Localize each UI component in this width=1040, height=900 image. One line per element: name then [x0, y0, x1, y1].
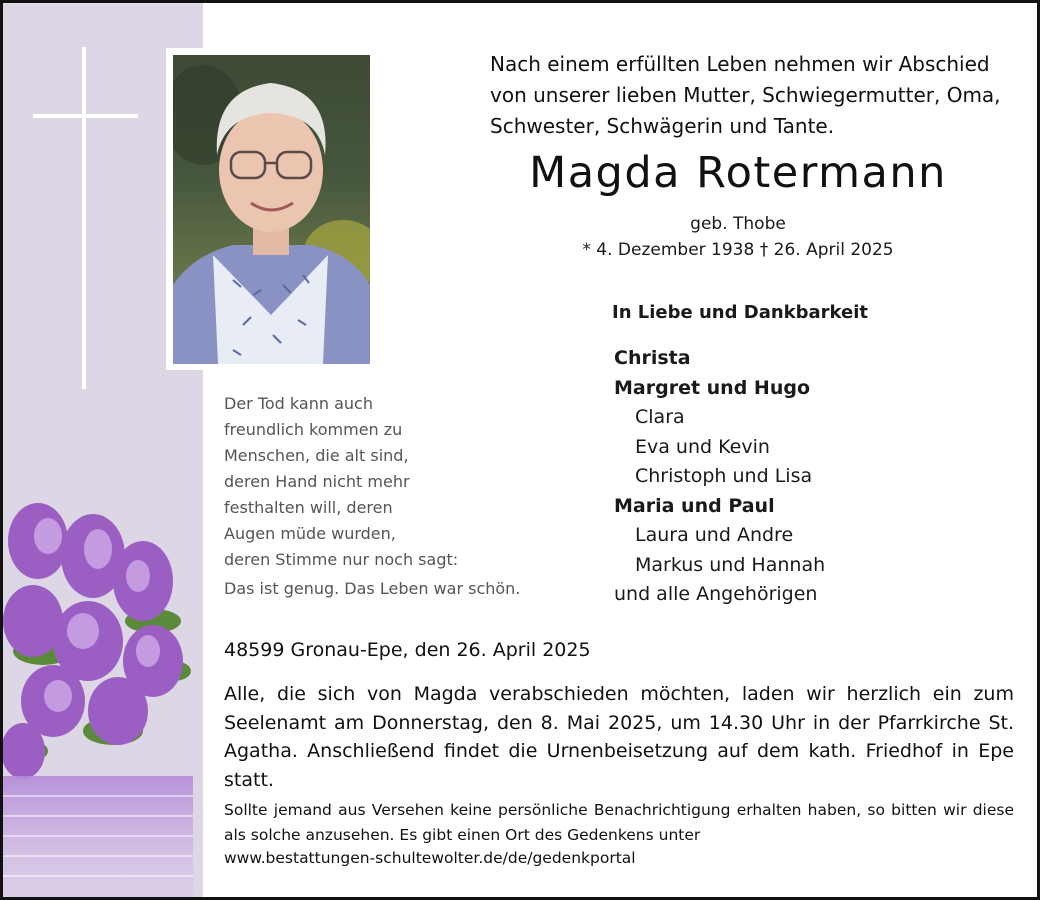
poem-line: deren Stimme nur noch sagt: — [224, 550, 459, 569]
family-member: Christoph und Lisa — [635, 465, 813, 487]
family-member: Christa — [614, 347, 691, 369]
portrait-illustration — [173, 55, 370, 364]
intro-line: Nach einem erfüllten Leben nehmen wir Abschied — [490, 52, 990, 76]
cross-symbol-horizontal — [33, 114, 138, 118]
poem-line: freundlich kommen zu — [224, 420, 403, 439]
funeral-announcement: Alle, die sich von Magda verabschieden möchten, laden wir herzlich ein zum Seelenamt am Donnerstag, den 8. Mai 2025, um 14.30 Uhr in der Pfarrkirche St. Agatha. Anschließend findet die Urnenbeisetzung auf dem kath. Friedhof in Epe statt. — [224, 683, 1014, 791]
family-member: Eva und Kevin — [635, 435, 770, 458]
birth-name: geb. Thobe — [690, 214, 786, 234]
family-member: und alle Angehörigen — [614, 583, 818, 605]
notification-notice: Sollte jemand aus Versehen keine persönliche Benachrichtigung erhalten haben, so bitten wir diese als solche anzusehen. Es gibt einen Ort des Gedenkens unter — [224, 801, 1014, 844]
poem-line: festhalten will, deren — [224, 498, 393, 517]
life-dates: * 4. Dezember 1938 † 26. April 2025 — [582, 240, 894, 260]
poem-line: deren Hand nicht mehr — [224, 472, 410, 491]
family-heading: In Liebe und Dankbarkeit — [612, 302, 869, 323]
portrait-frame — [166, 48, 376, 370]
memorial-portal-url: www.bestattungen-schultewolter.de/de/gedenkportal — [224, 849, 636, 867]
cross-symbol-vertical — [82, 47, 86, 389]
deceased-name: Magda Rotermann — [529, 148, 947, 198]
portrait-photo — [173, 55, 370, 364]
family-member: Margret und Hugo — [614, 376, 811, 399]
poem-line: Der Tod kann auch — [224, 394, 373, 413]
intro-text — [490, 49, 1030, 142]
family-list — [614, 344, 825, 610]
family-member: Maria und Paul — [614, 494, 775, 517]
poem — [224, 391, 584, 573]
intro-line: Schwester, Schwägerin und Tante. — [490, 114, 835, 138]
family-member: Clara — [635, 406, 685, 428]
poem-final-line: Das ist genug. Das Leben war schön. — [224, 579, 521, 598]
poem-line: Menschen, die alt sind, — [224, 446, 409, 465]
place-date: 48599 Gronau-Epe, den 26. April 2025 — [224, 639, 591, 661]
family-member: Markus und Hannah — [635, 553, 826, 576]
intro-line: von unserer lieben Mutter, Schwiegermutter, Oma, — [490, 83, 1001, 107]
lilac-flowers-image — [3, 501, 193, 900]
family-member: Laura und Andre — [635, 524, 794, 546]
poem-line: Augen müde wurden, — [224, 524, 396, 543]
